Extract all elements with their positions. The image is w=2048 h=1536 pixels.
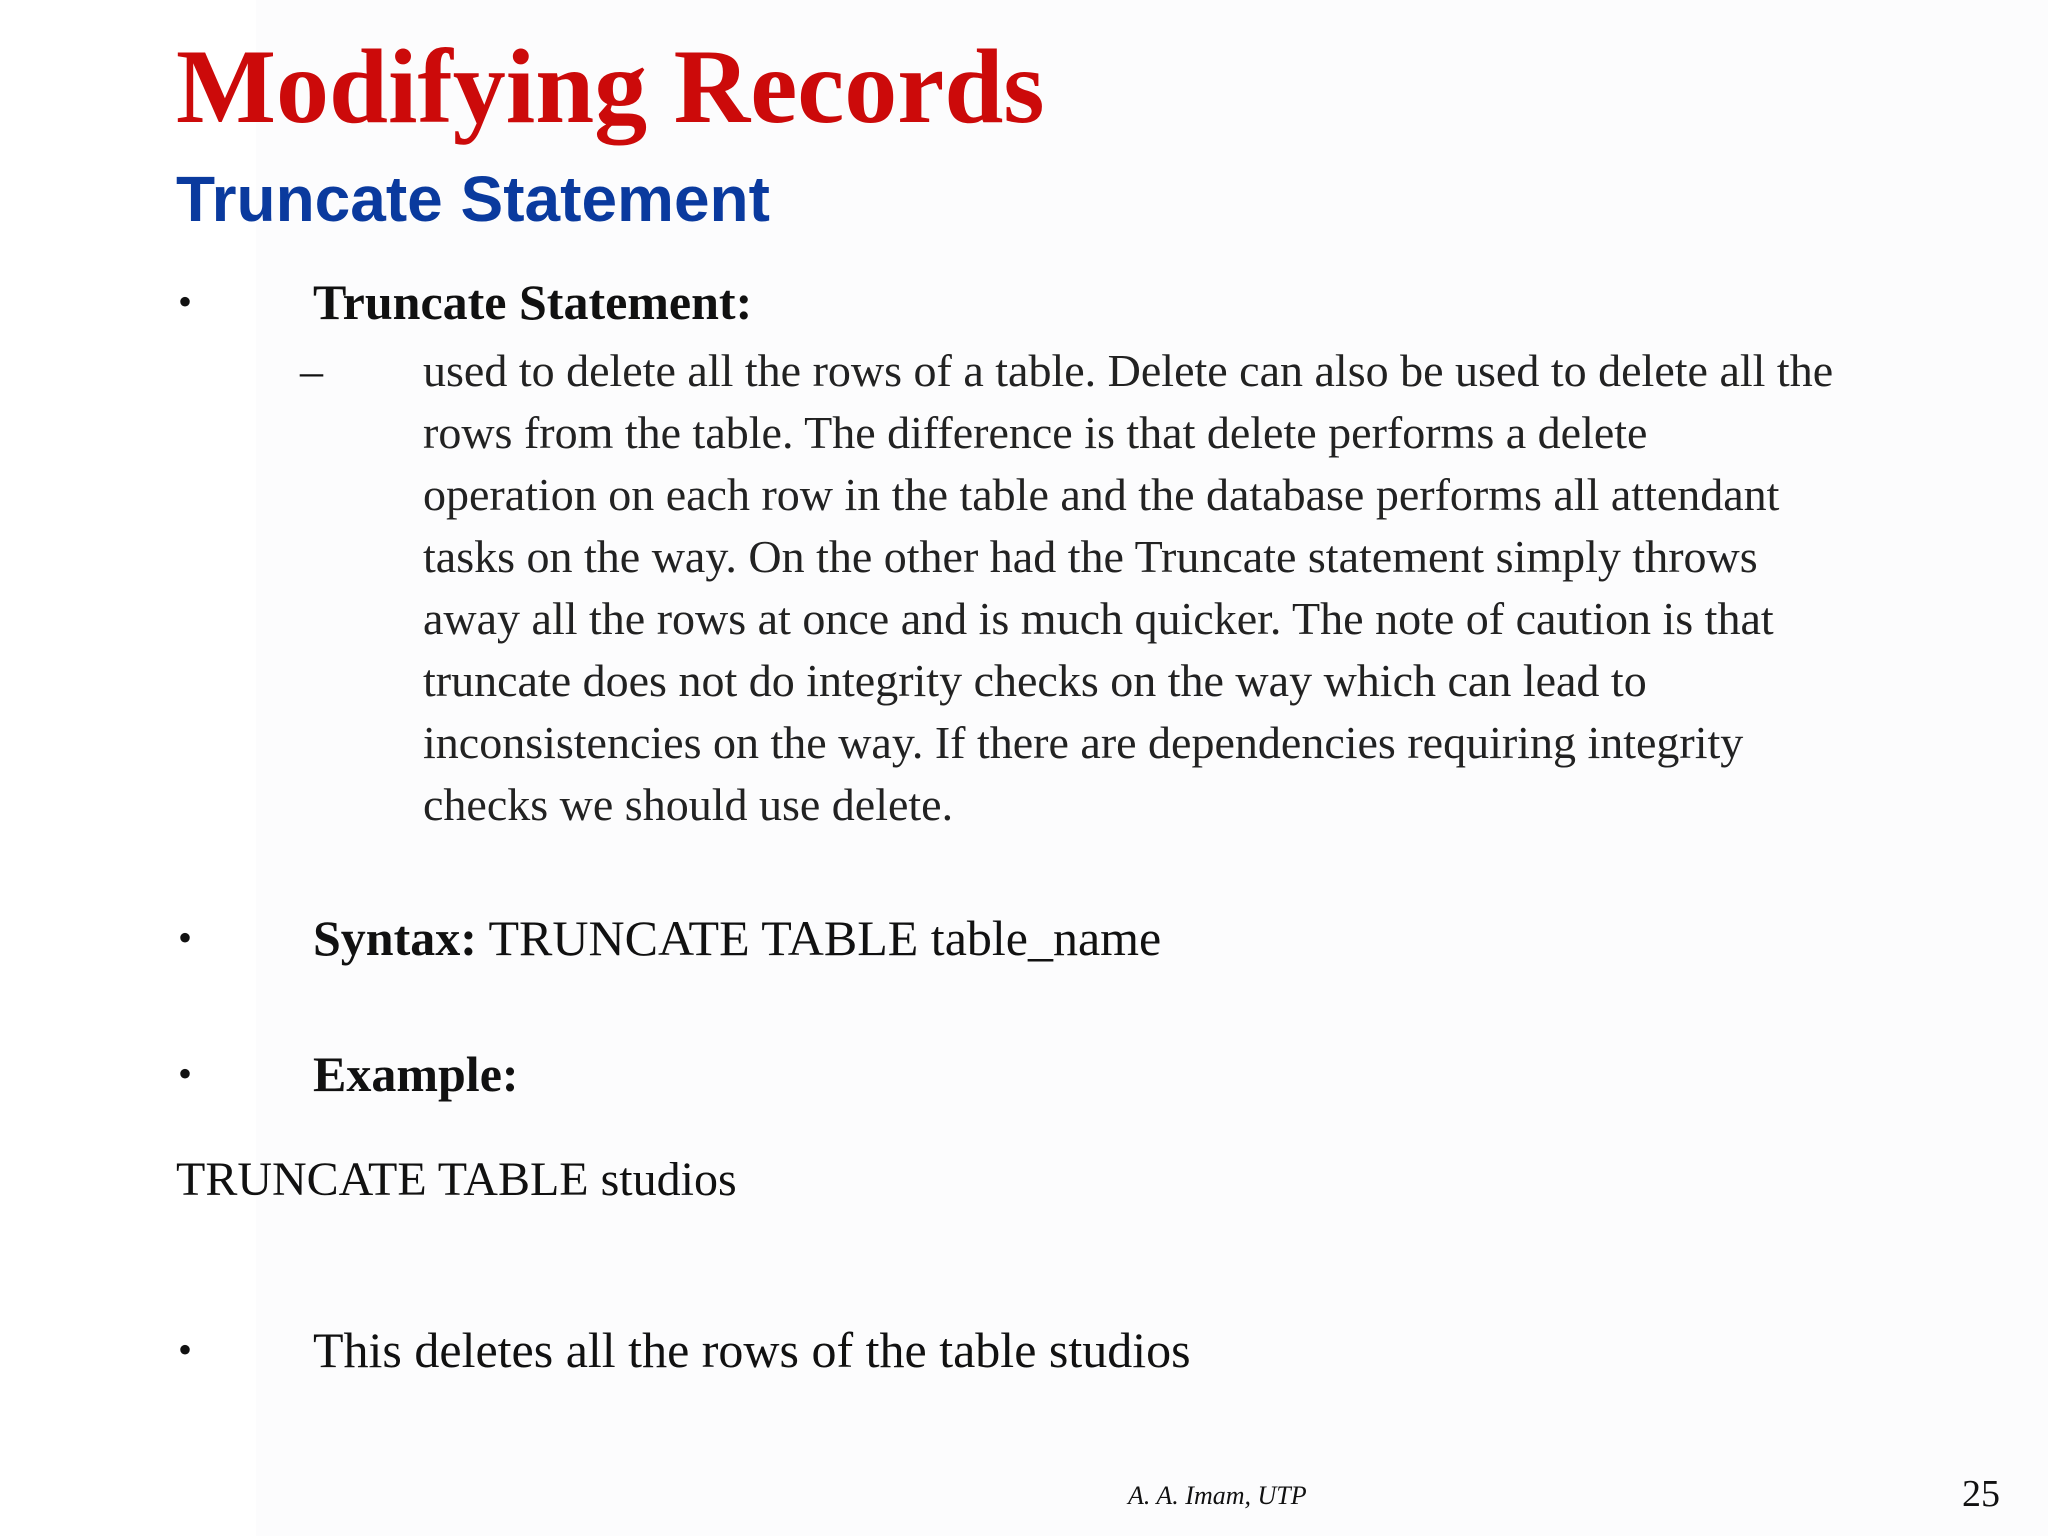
description-line: truncate does not do integrity checks on the way which can lead to [423, 655, 1647, 706]
bullet-marker: • [178, 279, 193, 324]
note-text: This deletes all the rows of the table studios [313, 1322, 1191, 1378]
slide-subtitle: Truncate Statement [176, 163, 770, 235]
description-line: inconsistencies on the way. If there are dependencies requiring integrity [423, 717, 1744, 768]
truncate-statement-heading: Truncate Statement: [313, 274, 753, 330]
truncate-description [423, 340, 2013, 836]
bullet-marker: • [178, 1327, 193, 1372]
description-line: tasks on the way. On the other had the Truncate statement simply throws [423, 531, 1758, 582]
dash-marker: – [300, 345, 323, 396]
description-line: used to delete all the rows of a table. Delete can also be used to delete all the [423, 345, 1834, 396]
footer-author: A. A. Imam, UTP [1128, 1481, 1307, 1510]
page-number: 25 [1962, 1473, 2000, 1515]
example-code: TRUNCATE TABLE studios [176, 1153, 737, 1206]
example-label: Example: [313, 1046, 519, 1102]
description-line: operation on each row in the table and the database performs all attendant [423, 469, 1780, 520]
description-line: rows from the table. The difference is that delete performs a delete [423, 407, 1648, 458]
bullet-marker: • [178, 915, 193, 960]
syntax-line [313, 908, 1161, 968]
slide-title: Modifying Records [176, 28, 1045, 145]
syntax-label: Syntax: [313, 910, 477, 966]
bullet-marker: • [178, 1051, 193, 1096]
syntax-value: TRUNCATE TABLE table_name [476, 910, 1162, 966]
description-line: checks we should use delete. [423, 779, 954, 830]
description-line: away all the rows at once and is much quicker. The note of caution is that [423, 593, 1774, 644]
